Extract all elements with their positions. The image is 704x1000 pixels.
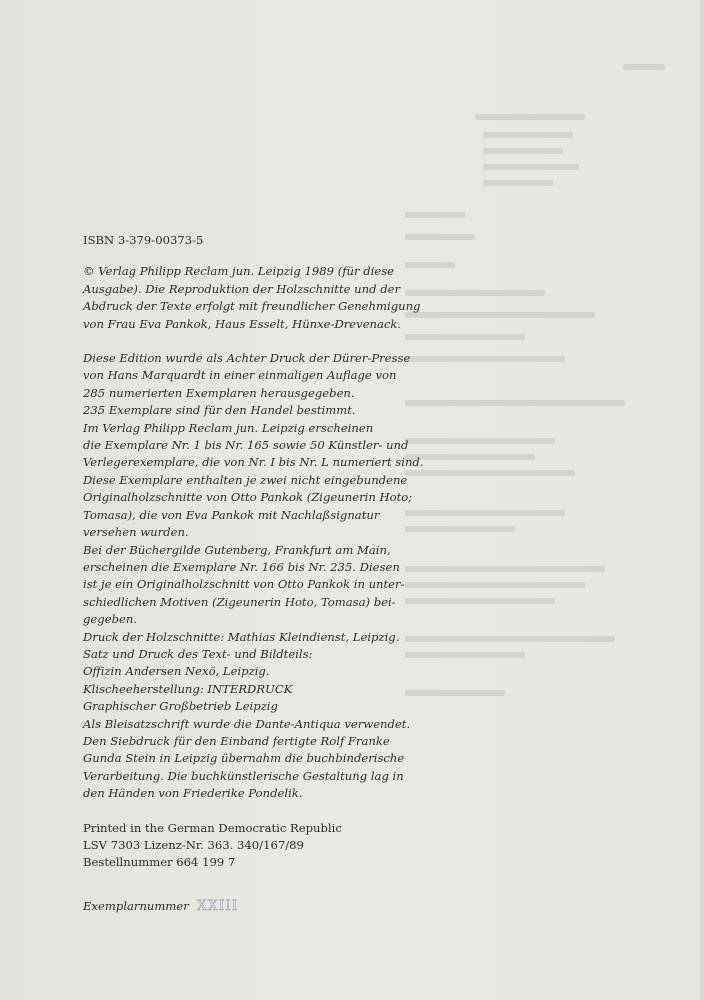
serial-label: Exemplarnummer (83, 898, 189, 913)
edition-line: den Händen von Friederike Pondelik. (83, 786, 303, 801)
edition-line: ist je ein Originalholzschnitt von Otto Pankok in unter- (83, 577, 405, 592)
copyright-line: Abdruck der Texte erfolgt mit freundlicher Genehmigung (83, 299, 421, 314)
copyright-line: © Verlag Philipp Reclam jun. Leipzig 1989 (für diese (83, 264, 395, 279)
edition-line: 235 Exemplare sind für den Handel bestimmt. (83, 403, 356, 418)
print-line: Bestellnummer 664 199 7 (83, 855, 236, 870)
edition-line: von Hans Marquardt in einer einmaligen Auflage von (83, 368, 397, 383)
edition-line: gegeben. (83, 612, 138, 627)
colophon (83, 232, 423, 915)
edition-line: Diese Exemplare enthalten je zwei nicht eingebundene (83, 472, 408, 487)
edition-line: Verarbeitung. Die buchkünstlerische Gestaltung lag in (83, 768, 404, 783)
edition-line: Graphischer Großbetrieb Leipzig (83, 699, 278, 714)
edition-line: Offizin Andersen Nexö, Leipzig. (83, 664, 270, 679)
edition-line: versehen wurden. (83, 525, 189, 540)
edition-line: Satz und Druck des Text- und Bildteils: (83, 646, 313, 661)
edition-line: die Exemplare Nr. 1 bis Nr. 165 sowie 50 Künstler- und (83, 438, 409, 453)
edition-line: Gunda Stein in Leipzig übernahm die buchbinderische (83, 751, 405, 766)
show-through-text (405, 40, 685, 700)
copyright-line: Ausgabe). Die Reproduktion der Holzschnitte und der (83, 281, 401, 296)
edition-line: Originalholzschnitte von Otto Pankok (Zigeunerin Hoto; (83, 490, 413, 505)
edition-line: Verlegerexemplare, die von Nr. I bis Nr. L numeriert sind. (83, 455, 424, 470)
edition-line: schiedlichen Motiven (Zigeunerin Hoto, Tomasa) bei- (83, 594, 396, 609)
copyright-line: von Frau Eva Pankok, Haus Esselt, Hünxe-Drevenack. (83, 316, 402, 331)
edition-line: Diese Edition wurde als Achter Druck der Dürer-Presse (83, 351, 411, 366)
serial-number-row (83, 898, 423, 915)
edition-line: Bei der Büchergilde Gutenberg, Frankfurt am Main, (83, 542, 391, 557)
serial-number-stamp: XXIII (196, 897, 239, 914)
print-line: LSV 7303 Lizenz-Nr. 363. 340/167/89 (83, 838, 304, 852)
page-edge (700, 0, 704, 1000)
edition-line: Im Verlag Philipp Reclam jun. Leipzig erscheinen (83, 420, 374, 435)
edition-line: Den Siebdruck für den Einband fertigte Rolf Franke (83, 733, 390, 748)
edition-line: erscheinen die Exemplare Nr. 166 bis Nr. 235. Diesen (83, 559, 400, 574)
edition-line: 285 numerierten Exemplaren herausgegeben. (83, 385, 355, 400)
copyright-block (83, 263, 423, 333)
isbn: ISBN 3-379-00373-5 (83, 233, 204, 247)
edition-line: Klischeeherstellung: INTERDRUCK (83, 681, 293, 696)
print-line: Printed in the German Democratic Republic (83, 820, 342, 835)
print-info-block (83, 820, 423, 872)
edition-line: Als Bleisatzschrift wurde die Dante-Antiqua verwendet. (83, 716, 411, 731)
edition-line: Druck der Holzschnitte: Mathias Kleindienst, Leipzig. (83, 629, 400, 644)
edition-block (83, 350, 423, 803)
edition-line: Tomasa), die von Eva Pankok mit Nachlaßsignatur (83, 507, 380, 522)
